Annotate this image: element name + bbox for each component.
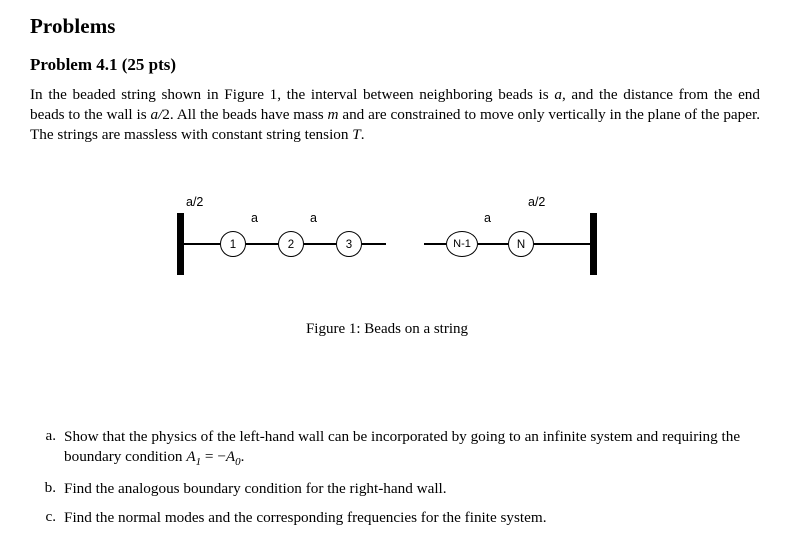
problem-heading: Problem 4.1 (25 pts): [30, 55, 177, 74]
dim-label-gap-2-3: a: [310, 211, 317, 226]
string-beadn-to-wall: [534, 243, 590, 245]
right-wall: [590, 213, 597, 275]
problem-statement: In the beaded string shown in Figure 1, the interval between neighboring beads is a, and the distance from the end beads to the wall is a/2. All the beads have mass m and are constrained to move only vertically in the plane of the paper. The strings are massless with constant string tension T.: [30, 86, 761, 144]
problem-parts-list: [30, 427, 760, 528]
dim-label-right-end: a/2: [528, 195, 546, 210]
part-text-c: Find the normal modes and the corresponding frequencies for the finite system.: [64, 508, 547, 526]
part-text-b: Find the analogous boundary condition for the right-hand wall.: [64, 479, 447, 497]
left-wall: [177, 213, 184, 275]
bead-1: 1: [220, 231, 246, 257]
string-bead1-bead2: [246, 243, 278, 245]
part-label-a: a.: [45, 427, 56, 445]
dim-label-left-end: a/2: [186, 195, 204, 210]
part-text-a: Show that the physics of the left-hand wall can be incorporated by going to an infinite system and requiring the boundary condition $A_1 = -A_0$.: [64, 428, 741, 469]
bead-n-minus-1: N-1: [446, 231, 478, 257]
beaded-string-figure: [177, 195, 597, 338]
string-beadnm1-beadn: [478, 243, 508, 245]
string-bead3-break: [362, 243, 386, 245]
string-wall-to-bead1: [184, 243, 220, 245]
list-item: [38, 427, 760, 470]
string-bead2-bead3: [304, 243, 336, 245]
figure-caption: Figure 1: Beads on a string: [305, 321, 469, 338]
part-label-c: c.: [45, 507, 56, 525]
list-item: [38, 508, 760, 528]
list-item: [38, 479, 760, 499]
bead-n: N: [508, 231, 534, 257]
dim-label-gap-1-2: a: [251, 211, 258, 226]
figure-container: [30, 195, 760, 343]
page-title: Problems: [30, 14, 116, 38]
dim-label-gap-nm1-n: a: [484, 211, 491, 226]
bead-3: 3: [336, 231, 362, 257]
bead-2: 2: [278, 231, 304, 257]
part-label-b: b.: [44, 478, 56, 496]
string-break-beadnm1: [424, 243, 446, 245]
